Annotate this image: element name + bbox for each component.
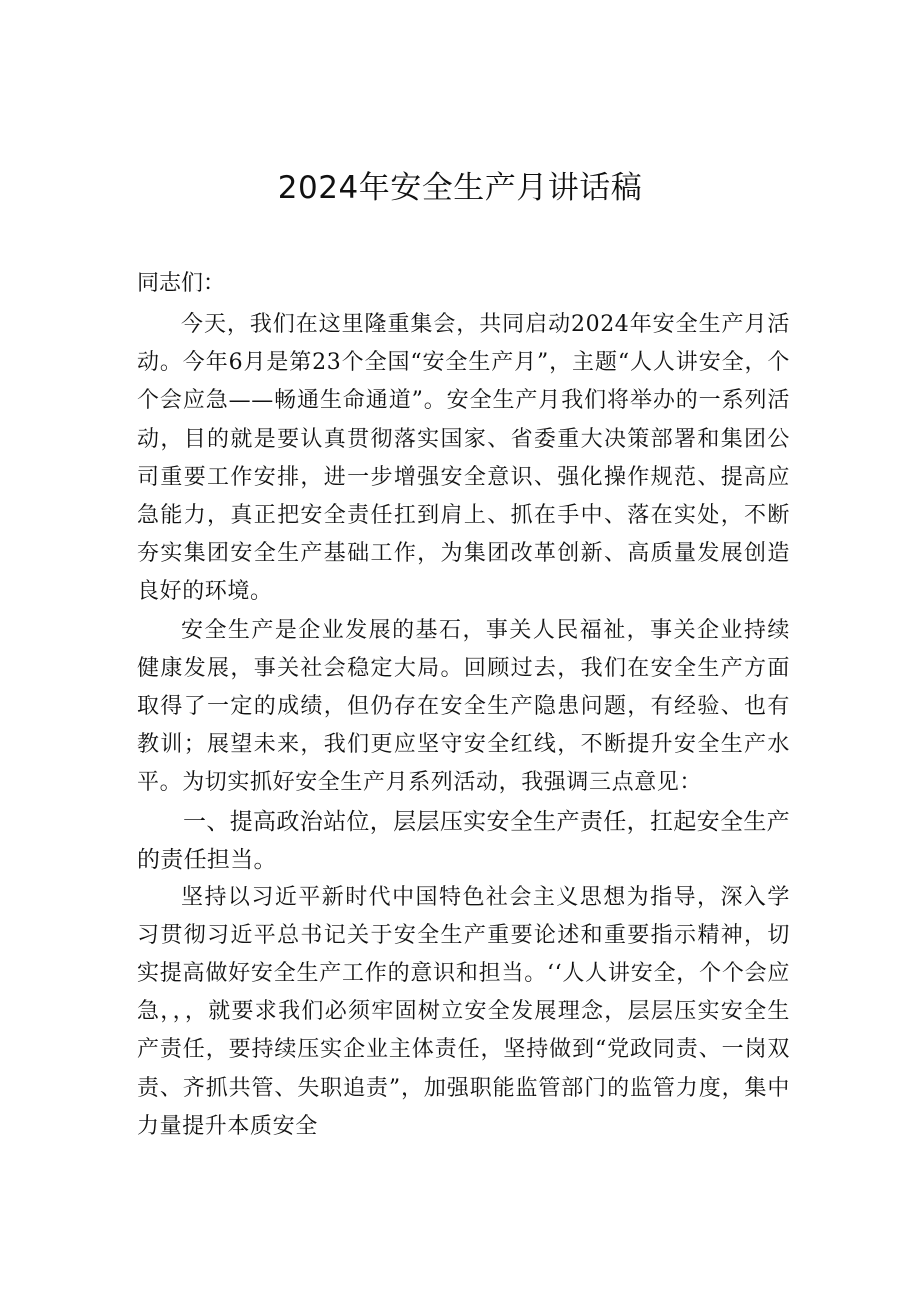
paragraph-3: 坚持以习近平新时代中国特色社会主义思想为指导，深入学习贯彻习近平总书记关于安全生产重要论述和重要指示精神，切实提高做好安全生产工作的意识和担当。‘‘人人讲安全，个个会应急，，，就要求我们必须牢固树立安全发展理念，层层压实安全生产责任，要持续压实企业主体责任，坚持做到“党政同责、一岗双责、齐抓共管、失职追责”，加强职能监管部门的监管力度，集中力量提升本质安全 xyxy=(137,884,790,1139)
document-title: 2024年安全生产月讲话稿 xyxy=(277,170,643,206)
section-heading-1: 一、提高政治站位，层层压实安全生产责任，扛起安全生产的责任担当。 xyxy=(137,808,790,873)
salutation: 同志们： xyxy=(137,271,226,296)
paragraph-1: 今天，我们在这里隆重集会，共同启动2024年安全生产月活动。今年6月是第23个全国“安全生产月”，主题“人人讲安全，个个会应急——畅通生命通道”。安全生产月我们将举办的一系列活动，目的就是要认真贯彻落实国家、省委重大决策部署和集团公司重要工作安排，进一步增强安全意识、强化操作规范、提高应急能力，真正把安全责任扛到肩上、抓在手中、落在实处，不断夯实集团安全生产基础工作，为集团改革创新、高质量发展创造良好的环境。 xyxy=(137,312,790,605)
document-body xyxy=(137,265,790,1146)
paragraph-2: 安全生产是企业发展的基石，事关人民福祉，事关企业持续健康发展，事关社会稳定大局。回顾过去，我们在安全生产方面取得了一定的成绩，但仍存在安全生产隐患问题，有经验、也有教训；展望未来，我们更应坚守安全红线，不断提升安全生产水平。为切实抓好安全生产月系列活动，我强调三点意见： xyxy=(137,617,790,796)
